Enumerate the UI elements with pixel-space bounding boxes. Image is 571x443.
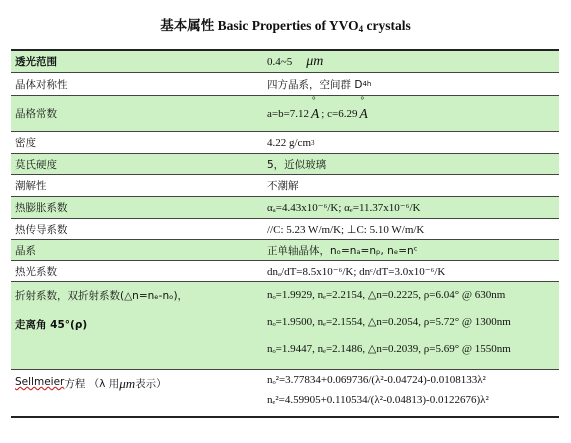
properties-table (11, 49, 559, 418)
value-refractive: nₒ=1.9929, nₑ=2.2154, △n=0.2225, ρ=6.04° @ 630nm nₒ=1.9500, nₑ=2.1554, △n=0.2054, ρ=5.72° @ 1300nm nₒ=1.9447, nₑ=2.1486, △n=0.2039, ρ=5.69° @ 1550nm (267, 289, 511, 355)
row-lattice (11, 96, 559, 132)
label-hardness: 莫氏硬度 (15, 158, 57, 171)
label-refractive: 折射系数，双折射系数(△n=nₑ-nₒ)， 走离角 45°(ρ) (15, 290, 189, 331)
label-thermo-optic: 热光系数 (15, 265, 57, 278)
row-refractive (11, 282, 559, 370)
row-hygroscopic (11, 175, 559, 197)
row-density (11, 132, 559, 154)
value-thermo-optic: dnₐ/dT=8.5x10⁻⁶/K; dnᶜ/dT=3.0x10⁻⁶/K (267, 265, 446, 278)
label-hygroscopic: 潮解性 (15, 180, 47, 192)
row-thermo-optic (11, 261, 559, 282)
label-crystal-class: 晶系 (15, 244, 36, 257)
label-lattice: 晶格常数 (15, 108, 57, 120)
label-transmission: 透光范围 (15, 56, 57, 68)
row-hardness (11, 154, 559, 175)
value-sellmeier: nₒ²=3.77834+0.069736/(λ²-0.04724)-0.0108133λ² nₑ²=4.59905+0.110534/(λ²-0.04813)-0.0122676)λ² (267, 374, 489, 406)
label-crystal-symmetry: 晶体对称性 (15, 78, 68, 91)
value-thermal-conductivity: //C: 5.23 W/m/K; ⊥C: 5.10 W/m/K (267, 223, 425, 236)
value-transmission: 0.4~5 μm (267, 53, 324, 69)
label-thermal-expansion: 热膨胀系数 (15, 202, 68, 214)
row-thermal-conductivity (11, 219, 559, 240)
value-crystal-class: 正单轴晶体，nₒ=nₐ=nₚ, nₑ=nᶜ (267, 244, 418, 257)
row-crystal-symmetry (11, 73, 559, 96)
value-crystal-symmetry: 四方晶系，空间群 D 4h (267, 78, 372, 91)
value-hygroscopic: 不潮解 (267, 180, 299, 192)
value-thermal-expansion: αₐ=4.43x10⁻⁶/K; αₑ=11.37x10⁻⁶/K (267, 202, 421, 214)
label-thermal-conductivity: 热传导系数 (15, 223, 68, 236)
row-sellmeier (11, 370, 559, 418)
row-crystal-class (11, 240, 559, 261)
value-density: 4.22 g/cm 3 (267, 136, 315, 149)
row-thermal-expansion (11, 197, 559, 219)
page-title: 基本属性 Basic Properties of $YVO_4$ crystals (160, 18, 411, 34)
value-lattice: a=b=7.12 ° A ; c=6.29 ° A (261, 96, 559, 131)
label-density: 密度 (15, 137, 36, 149)
row-transmission (11, 49, 559, 73)
value-hardness: 5，近似玻璃 (267, 158, 327, 171)
label-sellmeier: Sellmeier 方程 （λ 用 μm 表示） (15, 376, 167, 391)
